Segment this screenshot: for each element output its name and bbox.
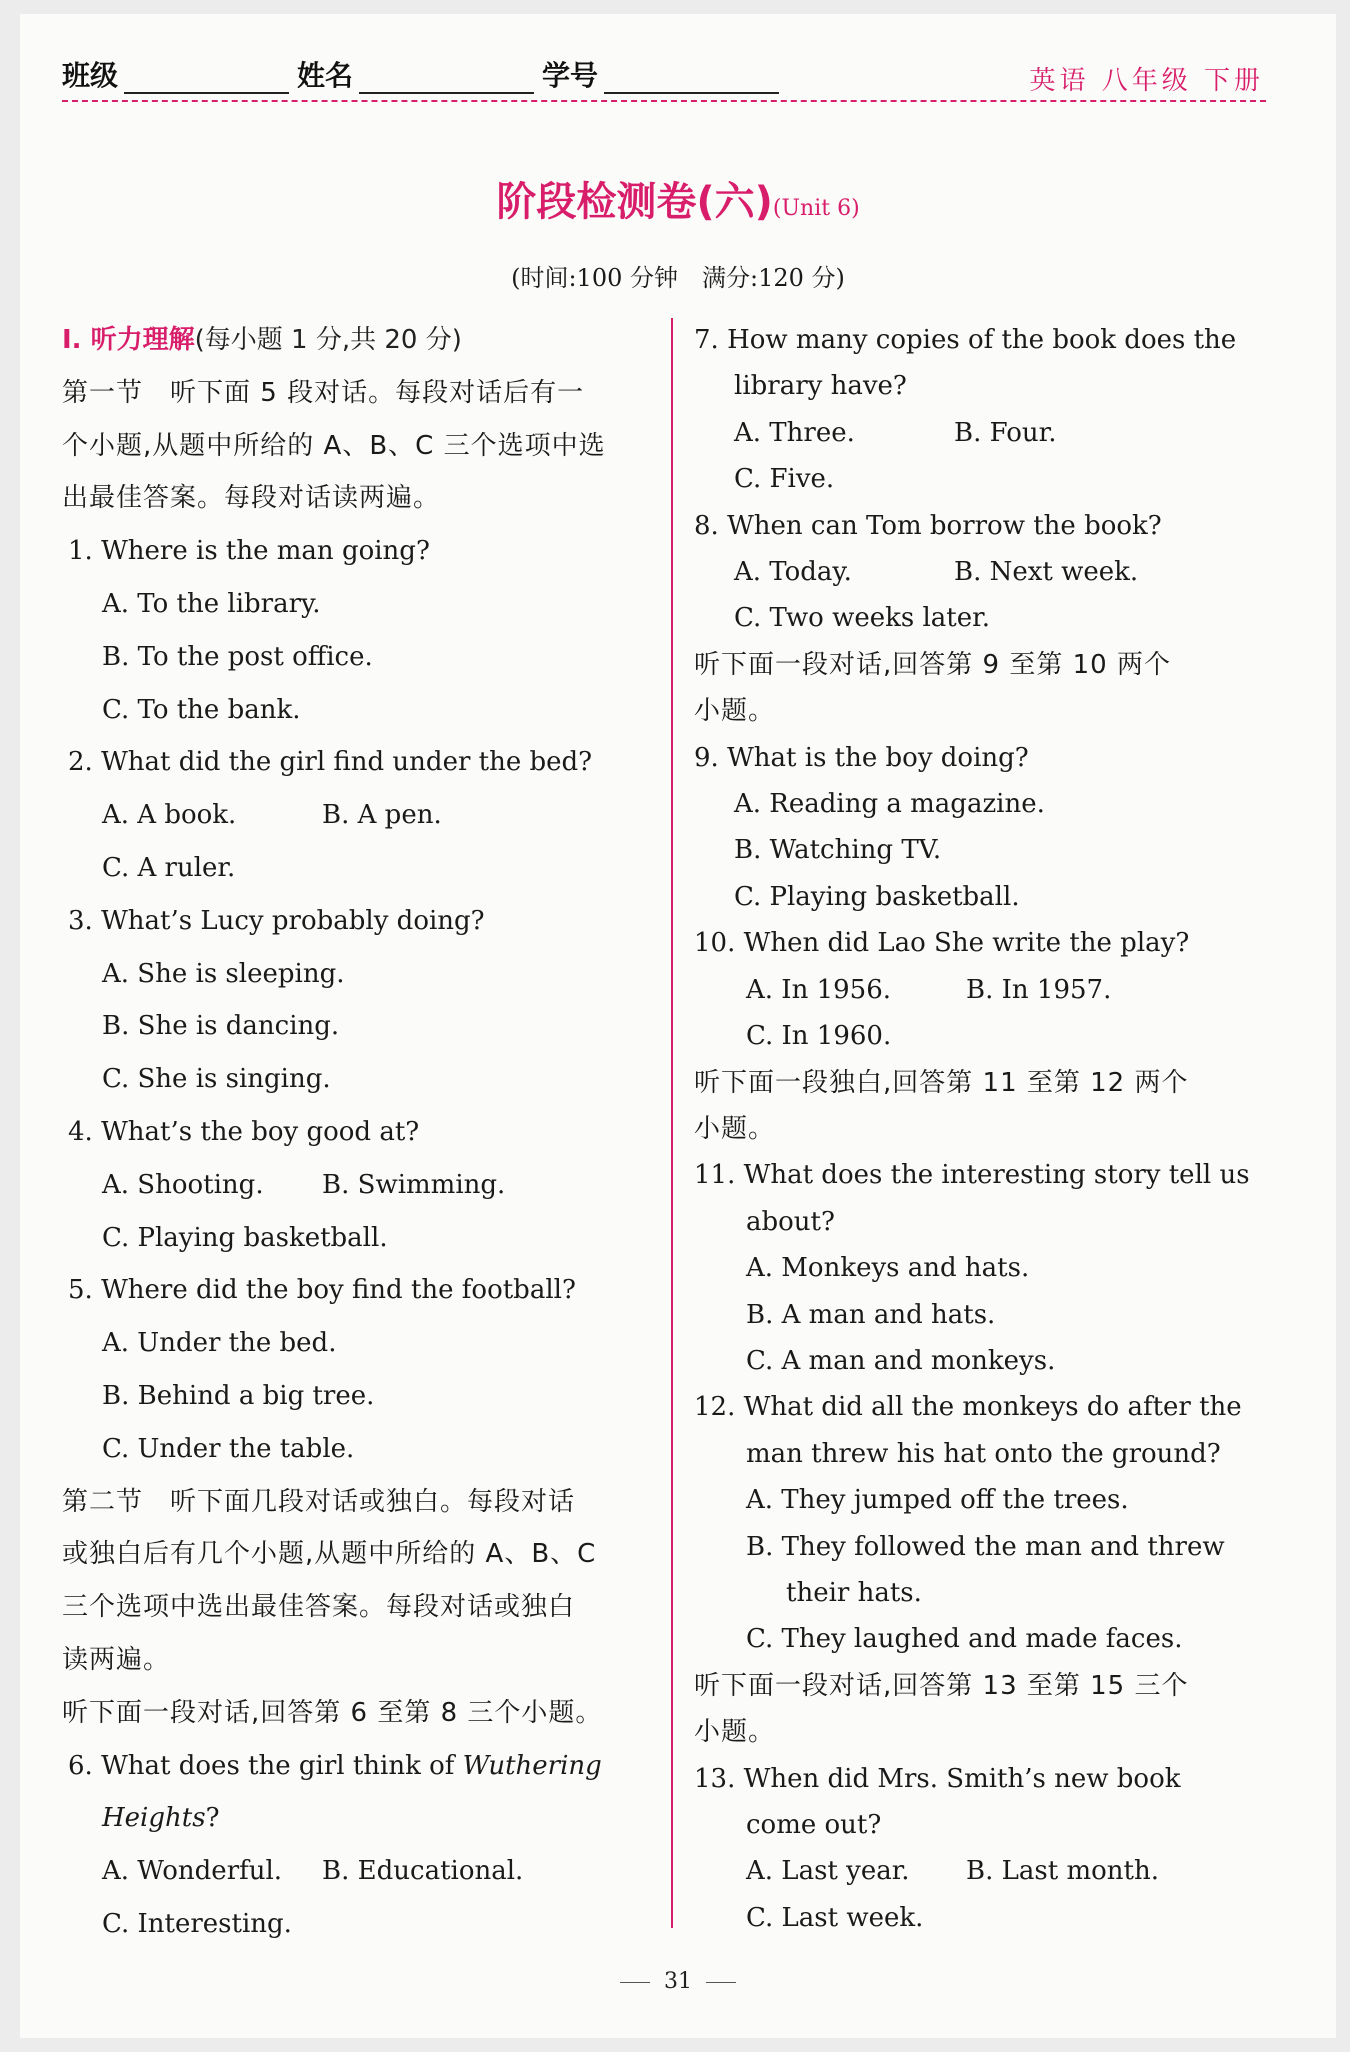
option: C. Interesting.	[102, 1908, 292, 1939]
option: A. Last year.	[746, 1856, 910, 1887]
option: C. To the bank.	[102, 694, 301, 725]
option: B. They followed the man and threw	[746, 1531, 1225, 1562]
header-divider	[62, 100, 1266, 102]
question-4: 4. What’s the boy good at?	[68, 1116, 420, 1147]
question-9: 9. What is the boy doing?	[694, 742, 1029, 773]
option: C. Playing basketball.	[734, 881, 1020, 912]
option: B. She is dancing.	[102, 1011, 340, 1042]
dialogue-intro-cont: 小题。	[694, 1717, 776, 1748]
section-title: Ⅰ. 听力理解	[62, 325, 195, 355]
option: C. A man and monkeys.	[746, 1345, 1056, 1376]
option: B. To the post office.	[102, 641, 373, 672]
question-12: 12. What did all the monkeys do after the	[694, 1392, 1242, 1423]
book-title: Heights	[102, 1803, 206, 1834]
dialogue-intro-cont: 小题。	[694, 696, 776, 727]
option: A. Three.	[734, 417, 855, 448]
dialogue-intro: 听下面一段对话,回答第 9 至第 10 两个	[694, 649, 1171, 680]
part2-instruction-line: 三个选项中选出最佳答案。每段对话或独白	[62, 1592, 576, 1623]
option: C. She is singing.	[102, 1064, 331, 1095]
option: B. Watching TV.	[734, 835, 942, 866]
time-score-info: (时间:100 分钟 满分:120 分)	[511, 264, 845, 292]
part1-instruction-line: 出最佳答案。每段对话读两遍。	[62, 483, 441, 514]
option-row	[62, 1845, 662, 1898]
part2-instruction-line: 读两遍。	[62, 1644, 171, 1675]
question-11: 11. What does the interesting story tell us	[694, 1160, 1250, 1191]
option: C. Playing basketball.	[102, 1222, 388, 1253]
option-row	[62, 1159, 662, 1212]
question-1: 1. Where is the man going?	[68, 536, 430, 567]
page-number	[20, 1969, 1336, 1994]
option: A. Reading a magazine.	[734, 789, 1045, 820]
question-text: 6. What does the girl think of	[68, 1750, 463, 1781]
option: C. Five.	[734, 464, 835, 495]
question-13: 13. When did Mrs. Smith’s new book	[694, 1763, 1181, 1794]
option: A. Shooting.	[102, 1169, 264, 1200]
column-divider	[671, 318, 673, 1928]
option: B. A pen.	[322, 800, 442, 831]
option: B. A man and hats.	[746, 1299, 996, 1330]
question-3: 3. What’s Lucy probably doing?	[68, 905, 485, 936]
option: B. Swimming.	[322, 1169, 506, 1200]
option: B. Educational.	[322, 1856, 524, 1887]
id-label: 学号	[542, 59, 599, 92]
option: C. Last week.	[746, 1902, 924, 1933]
question-7-cont: library have?	[734, 371, 907, 402]
option: C. A ruler.	[102, 852, 236, 883]
option: B. Next week.	[954, 557, 1139, 588]
monologue-intro: 听下面一段独白,回答第 11 至第 12 两个	[694, 1067, 1189, 1098]
monologue-intro-cont: 小题。	[694, 1113, 776, 1144]
option: C. Two weeks later.	[734, 603, 990, 634]
option: A. A book.	[102, 800, 237, 831]
option-row	[694, 549, 1294, 595]
option: A. Monkeys and hats.	[746, 1253, 1030, 1284]
unit-label: (Unit 6)	[772, 196, 860, 221]
name-label: 姓名	[297, 59, 354, 92]
page-number-dash	[620, 1982, 650, 1983]
page-title: 阶段检测卷(六)	[496, 179, 773, 225]
option: C. Under the table.	[102, 1433, 355, 1464]
page-number-text: 31	[664, 1969, 692, 1994]
option: A. She is sleeping.	[102, 958, 345, 989]
right-column	[694, 317, 1294, 1941]
option: A. Under the bed.	[102, 1328, 337, 1359]
part1-instruction-line: 个小题,从题中所给的 A、B、C 三个选项中选	[62, 430, 606, 461]
part1-instruction-line: 第一节 听下面 5 段对话。每段对话后有一	[62, 377, 585, 408]
option: B. Last month.	[966, 1856, 1159, 1887]
question-11-cont: about?	[746, 1206, 835, 1237]
part2-instruction-line: 或独白后有几个小题,从题中所给的 A、B、C	[62, 1539, 597, 1570]
option: B. Four.	[954, 417, 1057, 448]
option: A. Wonderful.	[102, 1856, 283, 1887]
class-label: 班级	[62, 59, 119, 92]
option: A. In 1956.	[746, 974, 892, 1005]
worksheet-page	[20, 14, 1336, 2038]
option-row	[694, 1848, 1294, 1894]
name-blank	[359, 62, 534, 94]
student-info-header	[62, 54, 787, 94]
question-13-cont: come out?	[746, 1810, 882, 1840]
section-heading	[62, 314, 662, 367]
option: C. They laughed and made faces.	[746, 1624, 1183, 1655]
option: A. To the library.	[102, 588, 321, 619]
book-info: 英语 八年级 下册	[1029, 66, 1264, 96]
dialogue-intro: 听下面一段对话,回答第 13 至第 15 三个	[694, 1670, 1189, 1701]
question-6	[62, 1740, 662, 1793]
page-number-dash	[706, 1982, 736, 1983]
option: B. In 1957.	[966, 974, 1112, 1005]
question-6-cont	[62, 1792, 662, 1845]
option-cont: their hats.	[786, 1577, 922, 1608]
option: B. Behind a big tree.	[102, 1380, 375, 1411]
section-note: (每小题 1 分,共 20 分)	[194, 325, 462, 355]
option-row	[694, 410, 1294, 456]
option: C. In 1960.	[746, 1021, 892, 1052]
book-title: Wuthering	[462, 1750, 602, 1781]
question-12-cont: man threw his hat onto the ground?	[746, 1438, 1221, 1469]
option: A. Today.	[734, 557, 852, 588]
id-blank	[604, 62, 779, 94]
dialogue-intro: 听下面一段对话,回答第 6 至第 8 三个小题。	[62, 1697, 603, 1728]
part2-instruction-line: 第二节 听下面几段对话或独白。每段对话	[62, 1486, 576, 1517]
option: A. They jumped off the trees.	[746, 1485, 1129, 1516]
class-blank	[124, 62, 289, 94]
option-row	[694, 967, 1294, 1013]
question-mark: ?	[205, 1803, 220, 1834]
question-8: 8. When can Tom borrow the book?	[694, 510, 1162, 541]
left-column	[62, 314, 662, 1951]
option-row	[62, 789, 662, 842]
title-block	[20, 170, 1336, 227]
question-10: 10. When did Lao She write the play?	[694, 928, 1190, 959]
question-2: 2. What did the girl find under the bed?	[68, 747, 593, 778]
question-7: 7. How many copies of the book does the	[694, 325, 1237, 355]
question-5: 5. Where did the boy find the football?	[68, 1275, 576, 1306]
